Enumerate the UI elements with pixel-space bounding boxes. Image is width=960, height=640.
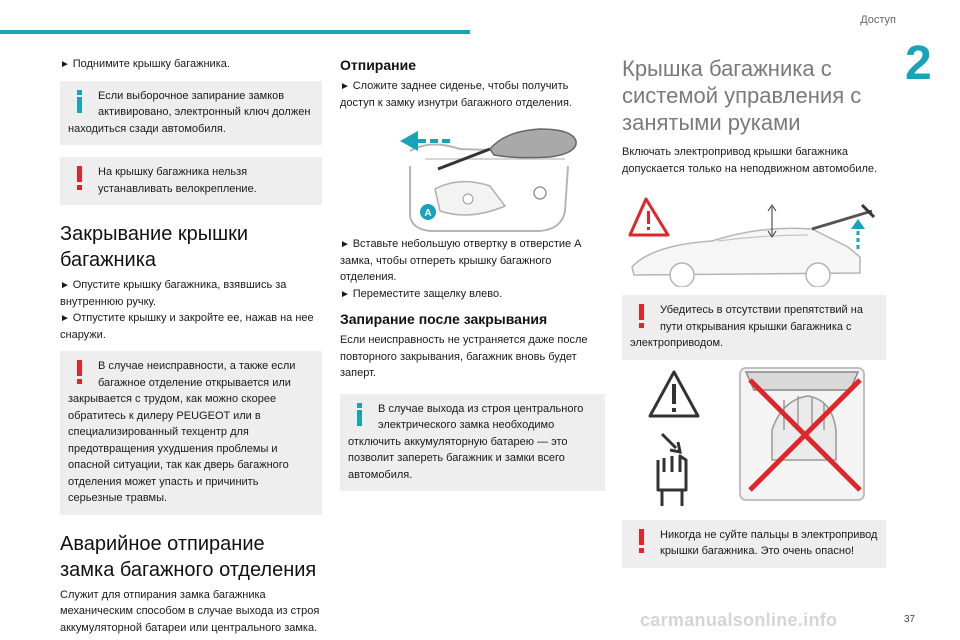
relock-text: Если неисправность не устраняется даже после повторного закрывания, багажник вновь будет заперт. [340, 334, 588, 380]
step-lift: ► Поднимите крышку багажника. [60, 56, 322, 73]
chapter-number: 2 [905, 37, 932, 90]
header-accent-bar [0, 30, 470, 34]
section-title: Доступ [860, 14, 896, 26]
emergency-text: Служит для отпирания замка багажника механическим способом в случае выхода из строя аккумуляторной батареи или центрального замка. [60, 588, 320, 634]
warning-note [60, 157, 322, 205]
info-text: Если выборочное запирание замков активировано, электронный ключ должен находиться сзади автомобиля. [68, 89, 311, 135]
step-unlock-3: ► Переместите защелку влево. [340, 286, 605, 303]
info-icon [68, 88, 90, 114]
page-number: 37 [904, 614, 916, 625]
finger-danger-illustration [622, 360, 886, 520]
step-close-1: ► Опустите крышку багажника, взявшись за внутреннюю ручку. [60, 277, 322, 310]
heading-emergency: Аварийное отпирание замка багажного отделения [60, 532, 317, 581]
heading-closing: Закрывание крышки багажника [60, 223, 249, 271]
warning-icon [68, 164, 90, 190]
heading-unlock: Отпирание [340, 57, 416, 73]
heading-power-tailgate: Крышка багажника с системой управления с занятыми руками [622, 56, 862, 135]
info-note [60, 81, 322, 146]
warning-icon [68, 358, 90, 384]
warning-text: В случае неисправности, а также если багажное отделение открывается или закрывается с трудом, как можно скорее обратитесь к дилеру PEUGEOT или в специализированный техцентр для предотвращения ухудшения проблемы и опасной ситуации, так как дверь багажного отделения может упасть и причинить серьезные травмы. [68, 360, 296, 504]
watermark: carmanualsonline.info [640, 610, 838, 630]
step-unlock-2: ► Вставьте небольшую отвертку в отверстие A замка, чтобы отпереть крышку багажного отделения. [340, 236, 605, 286]
warning-text: Никогда не суйте пальцы в электропривод крышки багажника. Это очень опасно! [660, 528, 878, 558]
info-note-central-lock [340, 394, 605, 492]
column-left [60, 56, 322, 636]
screwdriver-lock-illustration [340, 111, 605, 236]
warning-icon [630, 527, 652, 553]
heading-relock: Запирание после закрывания [340, 311, 548, 328]
info-icon [348, 401, 370, 427]
step-unlock-1: ► Сложите заднее сиденье, чтобы получить доступ к замку изнутри багажного отделения. [340, 78, 605, 111]
car-tailgate-illustration [622, 177, 886, 287]
step-close-2: ► Отпустите крышку и закройте ее, нажав на нее снаружи. [60, 310, 322, 343]
warning-note-malfunction [60, 351, 322, 515]
column-right [622, 56, 886, 568]
warning-icon [630, 302, 652, 328]
warning-text: На крышку багажника нельзя устанавливать велокрепление. [98, 166, 257, 195]
power-text: Включать электропривод крышки багажника допускается только на неподвижном автомобиле. [622, 146, 878, 175]
warning-note-fingers [622, 520, 886, 568]
column-middle [340, 56, 605, 491]
warning-note-obstacles [622, 295, 886, 360]
info-text: В случае выхода из строя центрального электрического замка необходимо отключить аккумуляторную батарею — это позволит запереть багажник и замки всего автомобиля. [348, 402, 584, 481]
figure-label-a: A [424, 208, 432, 220]
warning-text: Убедитесь в отсутствии препятствий на пути открывания крышки багажника с электроприводом. [630, 304, 863, 350]
